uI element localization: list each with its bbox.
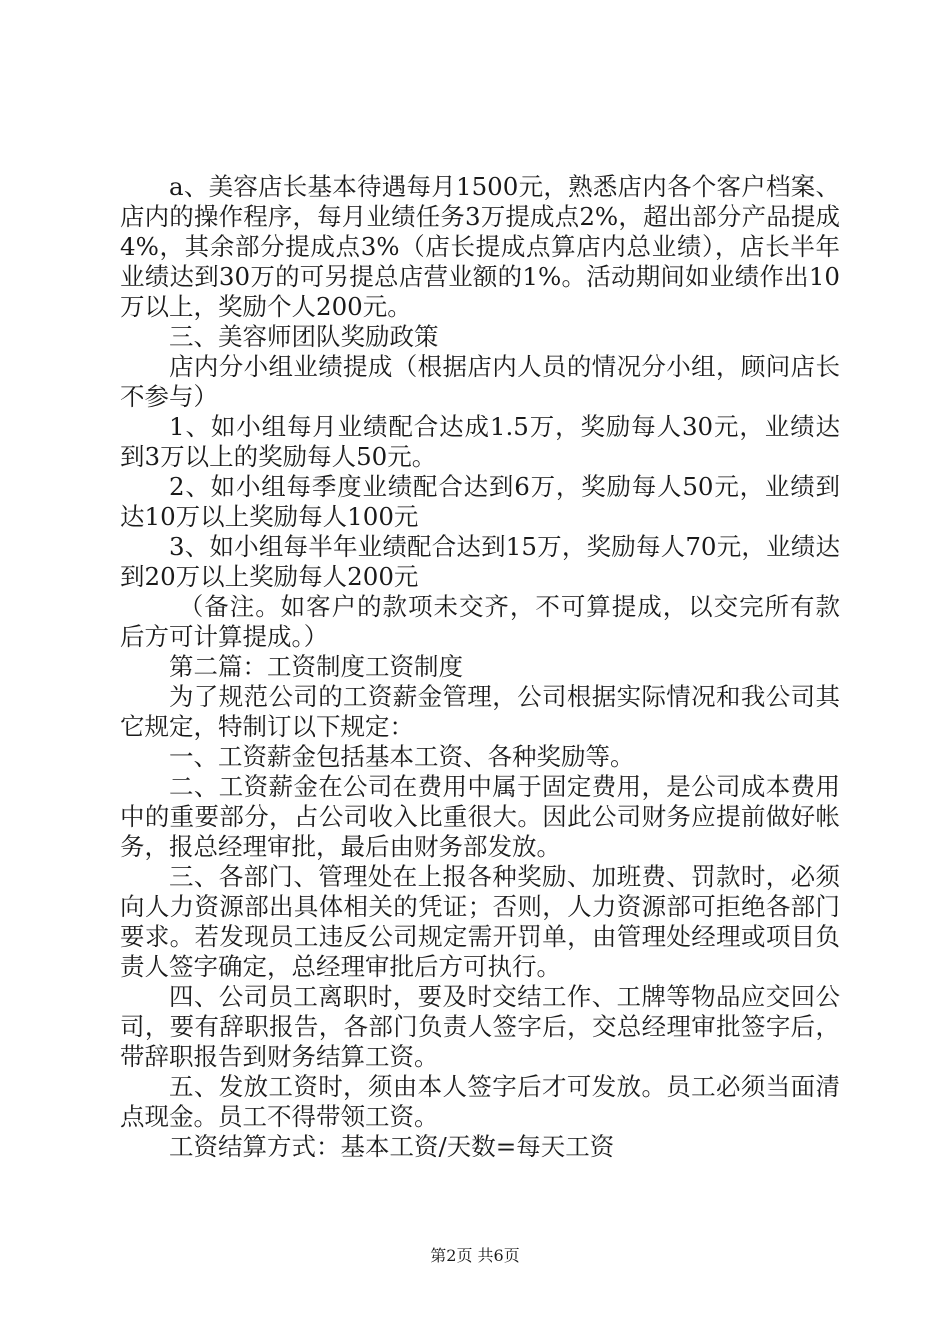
paragraph-monthly-reward: 1、如小组每月业绩配合达成1.5万，奖励每人30元，业绩达到3万以上的奖励每人50元。 xyxy=(120,412,840,471)
paragraph-rule-two: 二、工资薪金在公司在费用中属于固定费用，是公司成本费用中的重要部分，占公司收入比重很大。因此公司财务应提前做好帐务，报总经理审批，最后由财务部发放。 xyxy=(120,772,840,861)
paragraph-intro: 为了规范公司的工资薪金管理，公司根据实际情况和我公司其它规定，特制订以下规定： xyxy=(120,682,840,741)
paragraph-chapter-two-title: 第二篇：工资制度工资制度 xyxy=(169,652,463,681)
paragraph-note: （备注。如客户的款项未交齐，不可算提成，以交完所有款后方可计算提成。） xyxy=(120,592,840,651)
paragraph-rule-one: 一、工资薪金包括基本工资、各种奖励等。 xyxy=(169,742,635,771)
paragraph-rule-three: 三、各部门、管理处在上报各种奖励、加班费、罚款时，必须向人力资源部出具体相关的凭证；否则，人力资源部可拒绝各部门要求。若发现员工违反公司规定需开罚单，由管理处经理或项目负责人签字确定，总经理审批后方可执行。 xyxy=(120,862,840,981)
paragraph-team-reward-heading: 三、美容师团队奖励政策 xyxy=(169,322,439,351)
paragraph-settlement-method: 工资结算方式：基本工资/天数=每天工资 xyxy=(169,1132,615,1161)
paragraph-rule-four: 四、公司员工离职时，要及时交结工作、工牌等物品应交回公司，要有辞职报告，各部门负责人签字后，交总经理审批签字后，带辞职报告到财务结算工资。 xyxy=(120,982,840,1071)
paragraph-manager-salary: a、美容店长基本待遇每月1500元，熟悉店内各个客户档案、店内的操作程序，每月业绩任务3万提成点2%，超出部分产品提成4%，其余部分提成点3%（店长提成点算店内总业绩），店长半年业绩达到30万的可另提总店营业额的1%。活动期间如业绩作出10万以上，奖励个人200元。 xyxy=(120,172,840,321)
document-body xyxy=(120,172,840,1162)
page-number-footer: 第2页 共6页 xyxy=(430,1246,520,1265)
paragraph-quarterly-reward: 2、如小组每季度业绩配合达到6万，奖励每人50元，业绩到达10万以上奖励每人100元 xyxy=(120,472,840,531)
paragraph-rule-five: 五、发放工资时，须由本人签字后才可发放。员工必须当面清点现金。员工不得带领工资。 xyxy=(120,1072,840,1131)
paragraph-halfyear-reward: 3、如小组每半年业绩配合达到15万，奖励每人70元，业绩达到20万以上奖励每人200元 xyxy=(120,532,840,591)
paragraph-group-commission: 店内分小组业绩提成（根据店内人员的情况分小组，顾问店长不参与） xyxy=(120,352,840,411)
